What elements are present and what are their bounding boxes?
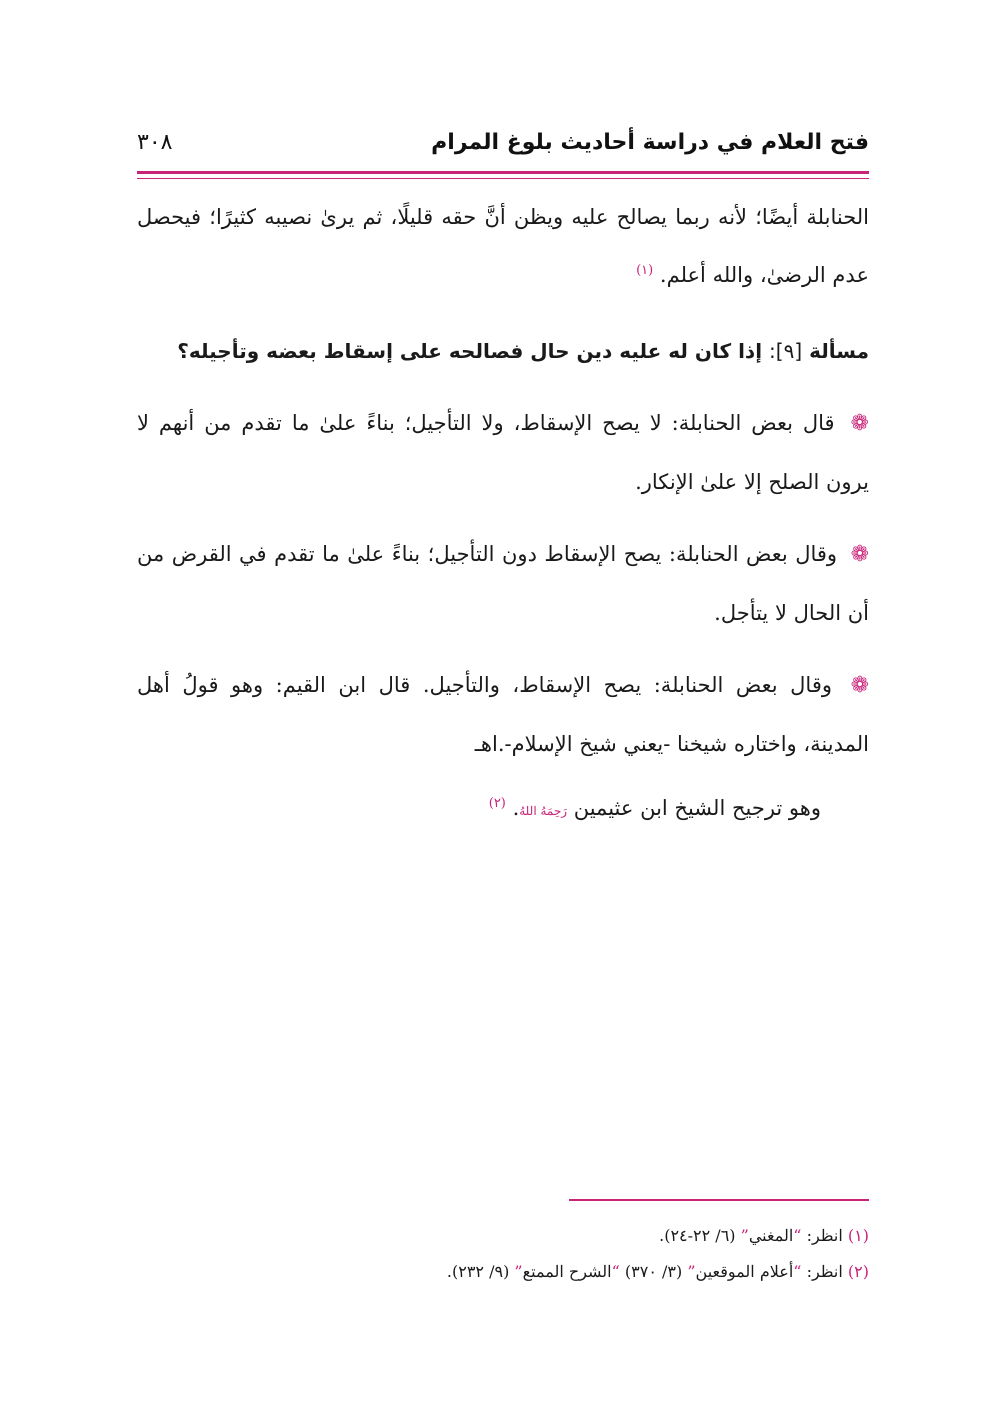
flower-bullet-icon: ❁ [850, 411, 869, 436]
opinion-text-3: وقال بعض الحنابلة: يصح الإسقاط، والتأجيل. قال ابن القيم: وهو قولُ أهل المدينة، واختاره شيخنا -يعني شيخ الإسلام-.اهـ [137, 673, 869, 756]
footnote-prefix: انظر: [806, 1226, 843, 1245]
issue-text: إذا كان له عليه دين حال فصالحه على إسقاط بعضه وتأجيله؟ [177, 339, 763, 363]
quote-open: “ [793, 1226, 802, 1245]
main-text [137, 188, 869, 837]
quote-open: “ [611, 1262, 620, 1281]
footnote-title: أعلام الموقعين [695, 1262, 794, 1281]
opinion-paragraph-1 [137, 394, 869, 511]
footnote-pages: (٣/ ٣٧٠) [624, 1262, 683, 1281]
footnote-prefix: انظر: [806, 1262, 843, 1281]
conclusion-text: وهو ترجيح الشيخ ابن عثيمين [573, 796, 821, 820]
issue-label: مسألة [809, 339, 869, 363]
quote-open: “ [793, 1262, 802, 1281]
footnote-mark: (٢) [847, 1262, 869, 1281]
opinion-text-1: قال بعض الحنابلة: لا يصح الإسقاط، ولا التأجيل؛ بناءً علىٰ ما تقدم من أنهم لا يرون الصلح إلا علىٰ الإنكار. [137, 411, 869, 494]
footnote-ref-1[interactable]: (١) [636, 263, 654, 278]
opinion-paragraph-2 [137, 525, 869, 642]
book-title: فتح العلام في دراسة أحاديث بلوغ المرام [431, 130, 869, 155]
quote-close: ” [514, 1262, 523, 1281]
flower-bullet-icon: ❁ [850, 542, 869, 567]
footnote-1 [137, 1218, 869, 1254]
footnote-title-2: الشرح الممتع [522, 1262, 612, 1281]
issue-heading [137, 322, 869, 380]
quote-close: ” [740, 1226, 749, 1245]
footnote-ref-2[interactable]: (٢) [488, 796, 506, 811]
footnote-pages-2: (٩/ ٢٣٢). [446, 1262, 510, 1281]
footnote-title: المغني [748, 1226, 794, 1245]
footnote-2 [137, 1254, 869, 1290]
quote-close: ” [687, 1262, 696, 1281]
header-rule-thin [137, 178, 869, 179]
page-header [137, 128, 869, 168]
intro-line-2: فيحصل عدم الرضىٰ، والله أعلم. [137, 205, 869, 287]
footnote-separator [569, 1199, 869, 1201]
page-number: ٣٠٨ [137, 130, 173, 155]
opinion-text-2: وقال بعض الحنابلة: يصح الإسقاط دون التأجيل؛ بناءً علىٰ ما تقدم في القرض من أن الحال لا يتأجل. [137, 542, 869, 625]
intro-paragraph [137, 188, 869, 304]
flower-bullet-icon: ❁ [850, 673, 869, 698]
honorific-mark: رَحِمَهُ اللهُ [519, 804, 568, 818]
intro-line-1: الحنابلة أيضًا؛ لأنه ربما يصالح عليه ويظن أنَّ حقه قليلًا، ثم يرىٰ نصيبه كثيرًا؛ [209, 205, 869, 229]
conclusion-line [137, 779, 869, 837]
conclusion-end: . [512, 796, 520, 820]
opinion-paragraph-3 [137, 656, 869, 773]
issue-number: [٩]: [769, 339, 803, 363]
header-rule-thick [137, 171, 869, 174]
footnote-mark: (١) [847, 1226, 869, 1245]
footnotes [137, 1218, 869, 1290]
footnote-pages: (٦/ ٢٢-٢٤). [659, 1226, 736, 1245]
